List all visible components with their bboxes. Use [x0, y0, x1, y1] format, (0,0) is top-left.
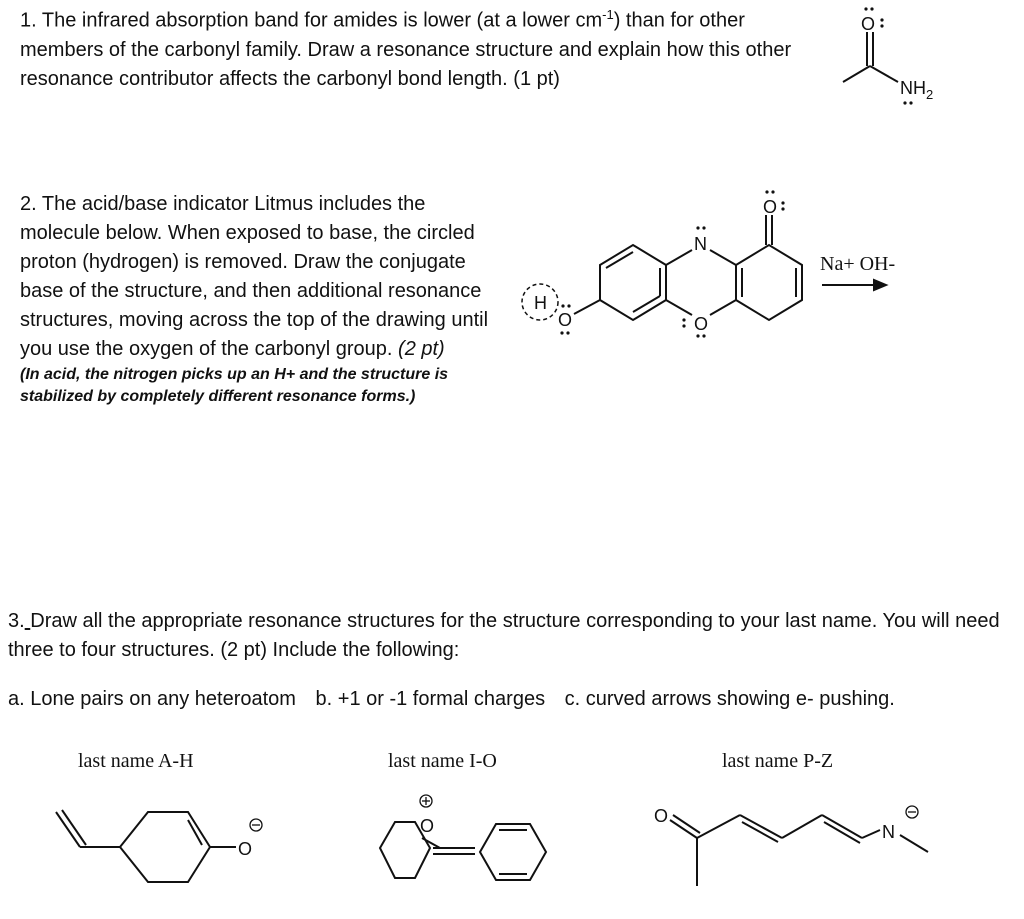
litmus-hydroxyl-oxygen: O: [558, 310, 573, 330]
question-2-text: 2. The acid/base indicator Litmus includes the molecule below. When exposed to base, the circled proton (hydrogen) is removed. Draw the conjugate base of the structure, and then additional resonance structures, moving across the top of the drawing until you use the oxygen of the carbonyl group.: [20, 193, 489, 360]
option-b: b. +1 or -1 formal charges: [315, 688, 546, 710]
structure-i-o: [380, 795, 546, 880]
label-p-z: last name P-Z: [722, 750, 834, 772]
acetamide-amine: $NH_2$: [900, 78, 934, 102]
structure-a-h: [56, 810, 262, 882]
option-c: c. curved arrows showing e- pushing.: [564, 688, 895, 710]
acetamide-structure: [843, 7, 933, 104]
label-i-o: last name I-O: [388, 750, 497, 772]
i-o-oxygen: O: [420, 816, 435, 836]
litmus-hydrogen: H: [534, 293, 547, 313]
label-a-h: last name A-H: [78, 750, 194, 772]
litmus-ring-oxygen: O: [694, 314, 709, 334]
p-z-nitrogen: N: [882, 822, 895, 842]
litmus-structure: [522, 190, 895, 337]
structure-p-z: [654, 806, 928, 886]
litmus-nitrogen: N: [694, 234, 707, 254]
option-a: a. Lone pairs on any heteroatom: [8, 688, 296, 710]
reagent-label: Na+ OH-: [820, 253, 896, 275]
question-3-text: Draw all the appropriate resonance structures for the structure corresponding to your last name. You will need three to four structures. (2 pt) Include the following:: [8, 610, 1000, 661]
question-1-text-b: ) than for other members of the carbonyl family. Draw a resonance structure and explain how this other resonance contributor affects the carbonyl bond length. (1 pt): [20, 9, 792, 90]
a-h-oxygen: O: [238, 839, 253, 859]
p-z-oxygen: O: [654, 806, 669, 826]
question-1-text-a: 1. The infrared absorption band for amides is lower (at a lower cm: [20, 9, 603, 32]
question-3-number: 3.: [8, 610, 25, 632]
question-2-note: (In acid, the nitrogen picks up an H+ and the structure is stabilized by completely different resonance forms.): [20, 366, 449, 405]
acetamide-oxygen: O: [861, 14, 876, 34]
question-2-points: (2 pt): [398, 338, 445, 360]
question-1-superscript: -1: [602, 7, 614, 22]
litmus-carbonyl-oxygen: O: [763, 197, 778, 217]
